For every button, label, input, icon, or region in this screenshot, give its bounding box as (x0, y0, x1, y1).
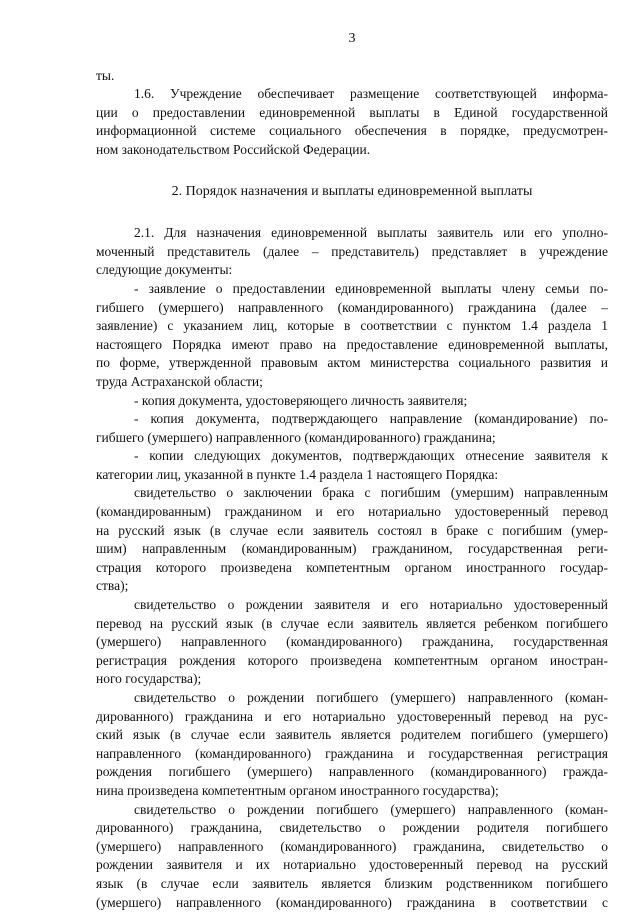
text-line: гибшего (умершего) направленного (командированного) гражданина (далее – (96, 299, 608, 315)
text-line: язык (в случае если заявитель является близким родственником погибшего (96, 875, 608, 891)
text-line: (умершего) направленного (командированного) гражданина, государственная (96, 634, 608, 650)
text-line: (умершего) направленного (командированного) гражданина, свидетельство о (96, 838, 608, 854)
text-line: следующие документы: (96, 262, 233, 278)
page-number: 3 (348, 31, 356, 46)
text-line: направленного (командированного) гражданина и государственная регистрация (96, 745, 608, 761)
text-line: заявление) с указанием лиц, которые в соответствии с пунктом 1.4 раздела 1 (96, 318, 608, 334)
text-line: свидетельство о рождении погибшего (умершего) направленного (коман- (134, 801, 608, 817)
text-line: настоящего Порядка имеют право на предоставление единовременной выплаты, (96, 336, 608, 352)
text-line: труда Астраханской области; (96, 373, 263, 389)
text-line: ного государства); (96, 671, 202, 687)
text-line: нина произведена компетентным органом иностранного государства); (96, 782, 499, 798)
text-line: 1.6. Учреждение обеспечивает размещение соответствующей информа- (134, 86, 608, 102)
text-line: гибшего (умершего) направленного (командированного) гражданина; (96, 429, 496, 445)
text-line: ский язык (в случае если заявитель является родителем погибшего (умершего) (96, 727, 608, 743)
text-line: свидетельство о рождении заявителя и его нотариально удостоверенный (134, 597, 608, 613)
text-line: - копии следующих документов, подтверждающих отнесение заявителя к (134, 448, 608, 464)
text-line: информационной системе социального обеспечения в порядке, предусмотрен- (96, 123, 608, 139)
text-line: свидетельство о заключении брака с погибшим (умершим) направленным (134, 485, 608, 501)
text-line: шим) направленным (командированным) гражданином, государственная реги- (96, 541, 608, 557)
text-line: - копия документа, удостоверяющего личность заявителя; (134, 392, 468, 408)
text-line: по форме, утвержденной правовым актом министерства социального развития и (96, 355, 608, 371)
text-line: ства); (96, 578, 129, 594)
text-line: - заявление о предоставлении единовременной выплаты члену семьи по- (134, 280, 608, 296)
text-line: - копия документа, подтверждающего направление (командирование) по- (134, 411, 608, 427)
text-line: (командированным) гражданином и его нотариально удостоверенный перевод (96, 504, 608, 520)
text-line: свидетельство о рождении погибшего (умершего) направленного (коман- (134, 690, 608, 705)
text-line: ции о предоставлении единовременной выплаты в Единой государственной (96, 104, 608, 120)
text-line: дированного) гражданина и его нотариально удостоверенный перевод на рус- (96, 708, 608, 724)
text-line: ты. (96, 67, 115, 83)
text-line: моченный представитель (далее – представитель) представляет в учреждение (96, 243, 608, 259)
text-line: на русский язык (в случае если заявитель состоял в браке с погибшим (умер- (96, 522, 608, 538)
text-line: перевод на русский язык (в случае если заявитель является ребенком погибшего (96, 615, 608, 631)
text-line: страция которого произведена компетентным органом иностранного государ- (96, 559, 608, 575)
text-line: 2.1. Для назначения единовременной выплаты заявитель или его уполно- (134, 225, 608, 241)
document-page (96, 30, 608, 912)
text-line: (умершего) направленного (командированного) гражданина в соответствии с (96, 894, 608, 910)
text-line: рождении заявителя и их нотариально удостоверенный перевод на русский (96, 857, 608, 873)
section-1-6 (96, 67, 608, 160)
section-2-1 (96, 224, 608, 912)
text-line: дированного) гражданина, свидетельство о рождении родителя погибшего (96, 820, 608, 836)
text-line: ном законодательством Российской Федерации. (96, 141, 371, 157)
text-line: рождения погибшего (умершего) направленного (командированного) гражда- (96, 764, 608, 780)
section-heading: 2. Порядок назначения и выплаты единовременной выплаты (171, 183, 533, 199)
text-line: регистрация рождения которого произведена компетентным органом иностран- (96, 652, 608, 668)
text-line: категории лиц, указанной в пункте 1.4 раздела 1 настоящего Порядка: (96, 466, 499, 482)
